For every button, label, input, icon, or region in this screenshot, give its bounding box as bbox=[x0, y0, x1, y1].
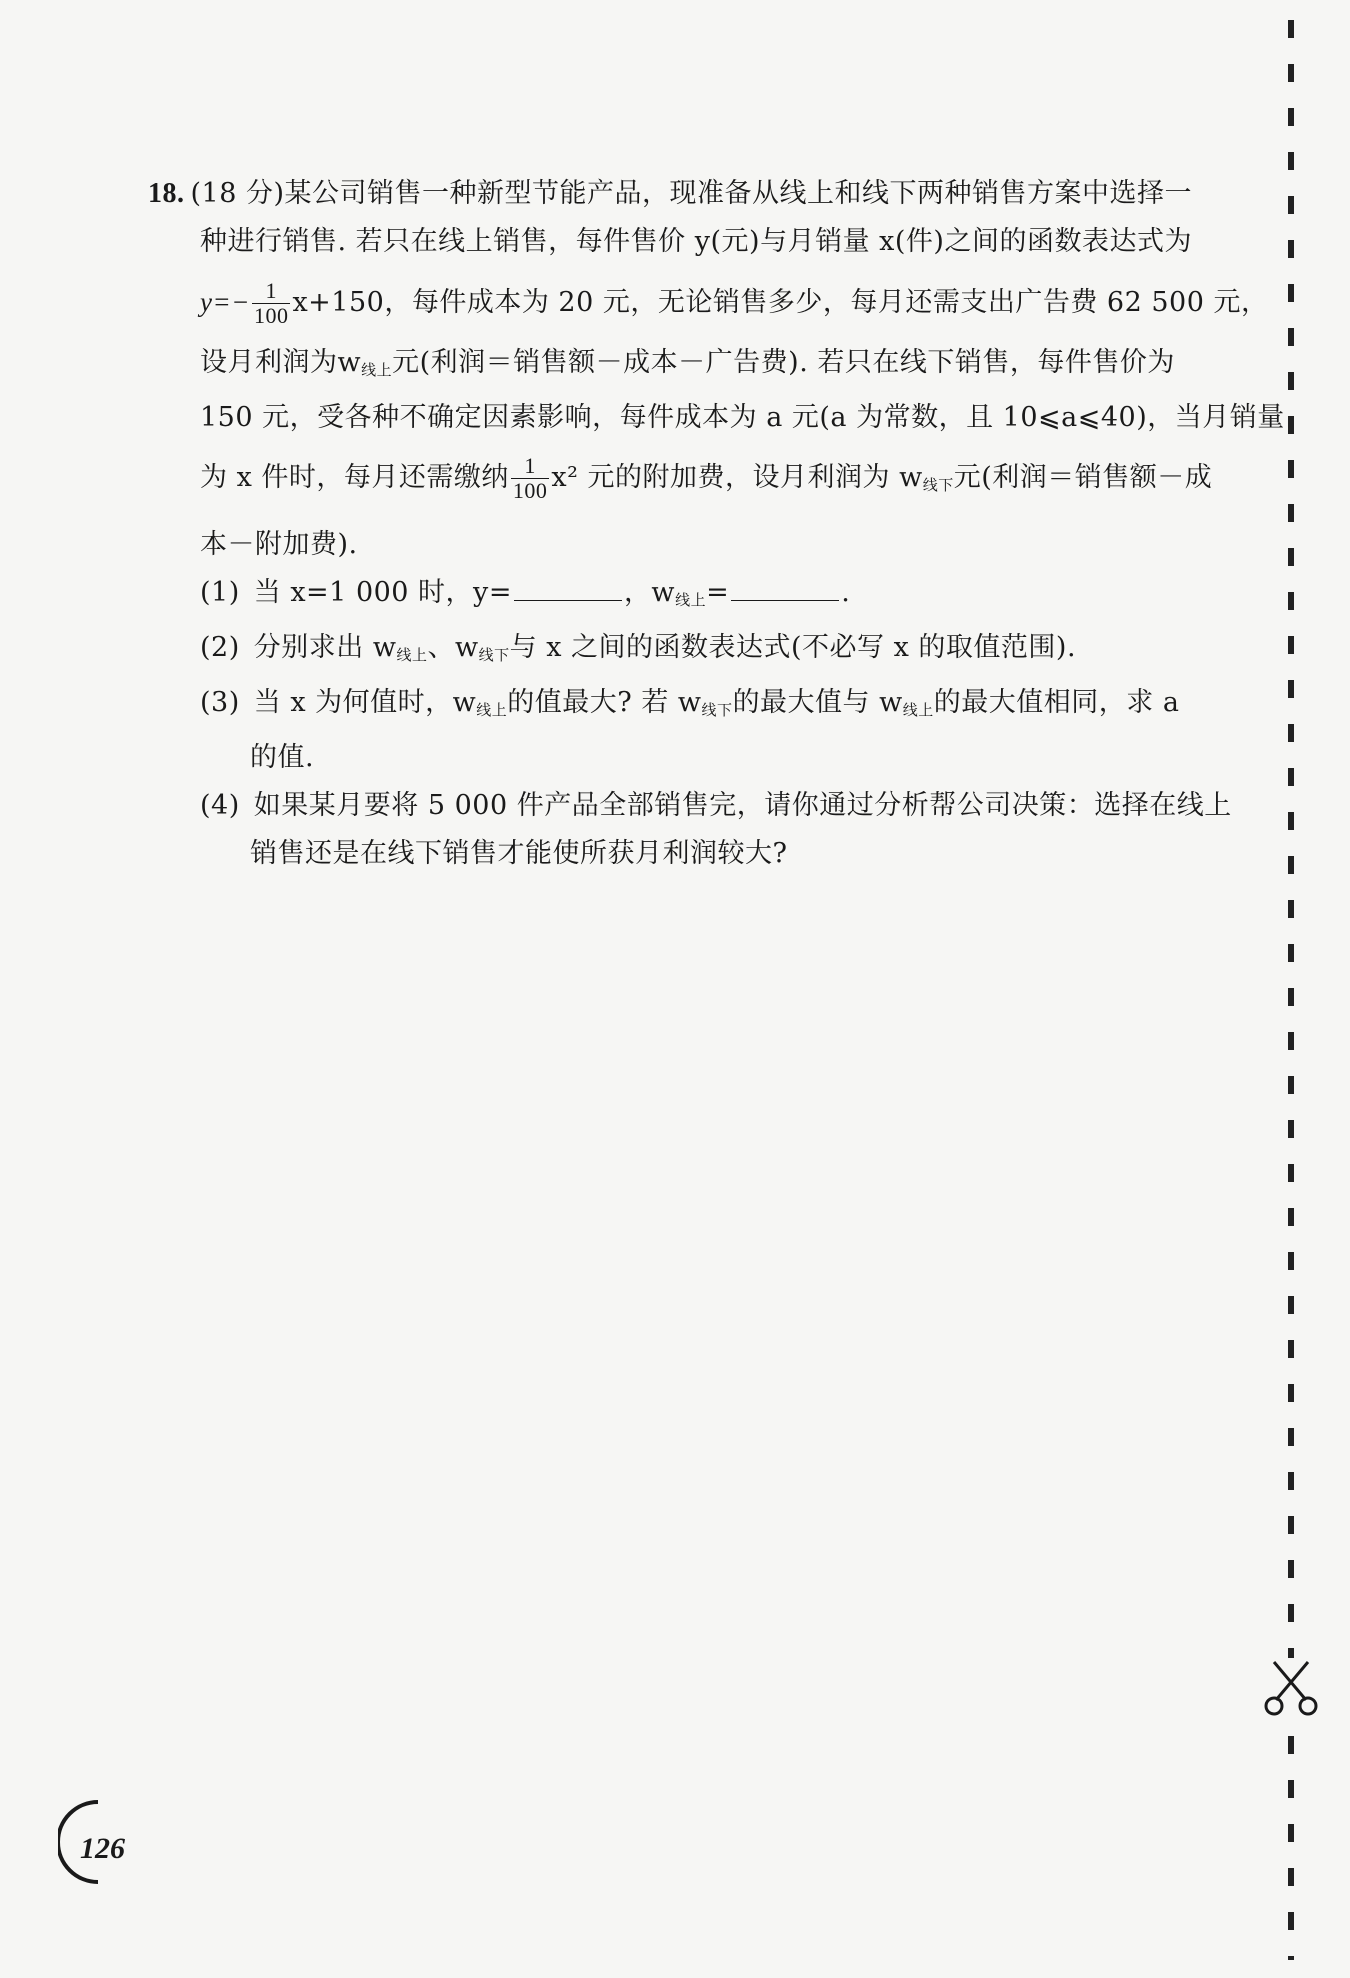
page-number: 126 bbox=[80, 1832, 125, 1865]
scissors-icon bbox=[1262, 1658, 1320, 1718]
question-line-7: 本－附加费). bbox=[200, 529, 358, 560]
question-line-2: 种进行销售. 若只在线上销售，每件售价 y(元)与月销量 x(件)之间的函数表达式为 bbox=[200, 226, 1192, 257]
question-line-3: y=− $\frac{1}{100}$ x+150，每件成本为 20 元，无论销售多少，每月还需支出广告费 62 500 元， bbox=[200, 278, 1269, 328]
subquestion-3: (3) 当 x 为何值时，$w_{线上}$的值最大? 若 $w_{线下}$的最大值与 $w_{线上}$的最大值相同，求 a bbox=[200, 687, 1180, 719]
answer-blank-w-online[interactable] bbox=[731, 574, 839, 601]
question-line-4: 设月利润为$w_{线上}$元(利润＝销售额－成本－广告费). 若只在线下销售，每件售价为 bbox=[200, 347, 1175, 379]
fraction-1-over-100-b: $\frac{1}{100}$ bbox=[512, 453, 548, 503]
answer-blank-y[interactable] bbox=[514, 574, 622, 601]
question-number: 18. bbox=[148, 178, 185, 209]
question-line-5: 150 元，受各种不确定因素影响，每件成本为 a 元(a 为常数，且 10⩽a⩽40)，当月销量 bbox=[200, 402, 1285, 433]
subquestion-1: (1) 当 x=1 000 时，y= ，$w_{线上}=$ . bbox=[148, 569, 1208, 624]
subquestion-4: (4) 如果某月要将 5 000 件产品全部销售完，请你通过分析帮公司决策：选择在线上 bbox=[200, 790, 1232, 821]
subquestion-3-cont: 的值. bbox=[250, 742, 315, 773]
question-line-6: 为 x 件时，每月还需缴纳 $\frac{1}{100}$ x² 元的附加费，设月利润为 $w_{线下}$元(利润＝销售额－成 bbox=[200, 453, 1213, 503]
subquestion-4-cont: 销售还是在线下销售才能使所获月利润较大? bbox=[250, 838, 788, 869]
subquestion-2: (2) 分别求出 $w_{线上}$、$w_{线下}$与 x 之间的函数表达式(不必写 x 的取值范围). bbox=[200, 632, 1077, 664]
question-score: (18 分) bbox=[190, 178, 285, 209]
question-18 bbox=[148, 170, 1285, 878]
question-line-1 bbox=[148, 170, 1208, 218]
question-text-1: 某公司销售一种新型节能产品，现准备从线上和线下两种销售方案中选择一 bbox=[284, 178, 1193, 209]
fraction-1-over-100: $\frac{1}{100}$ bbox=[253, 278, 289, 328]
